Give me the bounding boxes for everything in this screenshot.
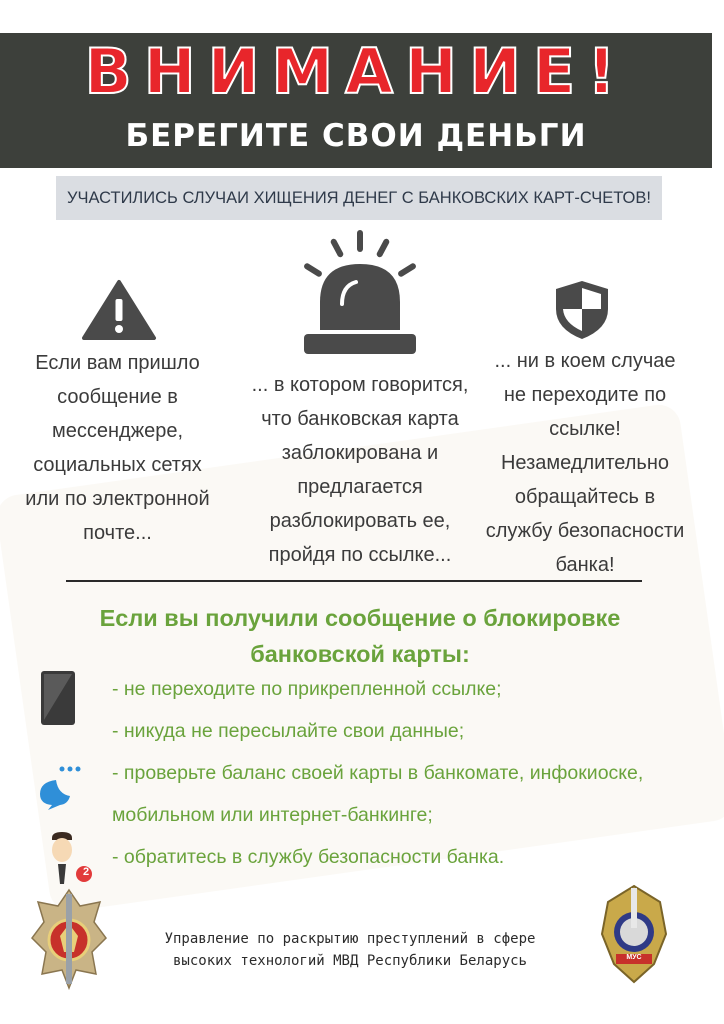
page-subtitle: БЕРЕГИТЕ СВОИ ДЕНЬГИ bbox=[125, 118, 587, 154]
page-title: ВНИМАНИЕ! bbox=[84, 35, 628, 108]
advice-item: - никуда не пересылайте свои данные; bbox=[112, 720, 465, 742]
smartphone-icon bbox=[40, 670, 76, 726]
advice-item: - не переходите по прикрепленной ссылке; bbox=[112, 678, 502, 700]
mvd-emblem-icon bbox=[30, 888, 108, 990]
advice-item: - проверьте баланс своей карты в банкомате, инфокиоске, bbox=[112, 762, 644, 784]
warning-triangle-icon bbox=[81, 279, 157, 341]
column-2-text: ... в котором говорится, что банковская карта заблокирована и предлагается разблокировать ее, пройдя по ссылке... bbox=[251, 374, 469, 566]
muc-badge-label: МУС bbox=[626, 954, 642, 961]
chat-bubble-icon bbox=[38, 764, 92, 812]
advice-item: мобильном или интернет-банкинге; bbox=[112, 804, 433, 826]
advice-heading: Если вы получили сообщение о блокировке банковской карты: bbox=[99, 605, 621, 667]
column-1-text: Если вам пришло сообщение в мессенджере, социальных сетях или по электронной почте... bbox=[25, 352, 210, 544]
muc-badge-icon bbox=[598, 884, 670, 984]
footer-department-text: Управление по раскрытию преступлений в сфере высоких технологий МВД Республики Беларусь bbox=[164, 931, 536, 969]
column-3-text: ... ни в коем случае не переходите по ссылке! Незамедлительно обращайтесь в службу безопасности банка! bbox=[485, 350, 685, 576]
section-divider bbox=[66, 580, 642, 582]
shield-icon bbox=[553, 279, 611, 341]
notification-badge-count: 2 bbox=[82, 866, 90, 878]
alarm-beacon-icon bbox=[298, 228, 422, 358]
alert-banner: УЧАСТИЛИСЬ СЛУЧАИ ХИЩЕНИЯ ДЕНЕГ С БАНКОВСКИХ КАРТ-СЧЕТОВ! bbox=[56, 176, 662, 220]
advice-item: - обратитесь в службу безопасности банка. bbox=[112, 846, 505, 868]
header-panel bbox=[0, 33, 712, 168]
